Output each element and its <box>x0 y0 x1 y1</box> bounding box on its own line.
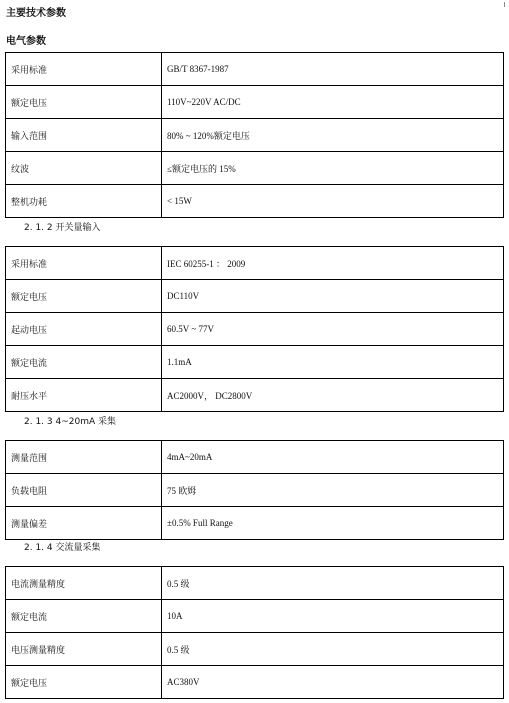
param-value: 110V~220V AC/DC <box>162 86 504 119</box>
table-row <box>6 474 504 507</box>
param-label: 负载电阻 <box>6 474 162 507</box>
section-title-electrical: 电气参数 <box>6 36 46 47</box>
subsection-title-switch-input: 2. 1. 2 开关量输入 <box>24 223 101 233</box>
params-table-electrical <box>5 52 504 218</box>
params-table-switch-input <box>5 246 504 412</box>
param-label: 额定电压 <box>6 86 162 119</box>
param-value: IEC 60255-1 ： 2009 <box>162 247 504 280</box>
param-label: 测量偏差 <box>6 507 162 540</box>
param-label: 电流测量精度 <box>6 567 162 600</box>
param-label: 输入范围 <box>6 119 162 152</box>
page-corner-mark <box>504 2 505 7</box>
param-value: 0.5 级 <box>162 567 504 600</box>
param-label: 起动电压 <box>6 313 162 346</box>
param-value: GB/T 8367-1987 <box>162 53 504 86</box>
subsection-title-4-20ma: 2. 1. 3 4~20mA 采集 <box>24 417 116 427</box>
param-value: 80% ~ 120%额定电压 <box>162 119 504 152</box>
param-label: 额定电流 <box>6 346 162 379</box>
table-row <box>6 185 504 218</box>
table-row <box>6 247 504 280</box>
param-value: AC380V <box>162 666 504 699</box>
table-row <box>6 567 504 600</box>
param-value: < 15W <box>162 185 504 218</box>
subsection-title-ac-sampling: 2. 1. 4 交流量采集 <box>24 543 101 553</box>
param-value: ±0.5% Full Range <box>162 507 504 540</box>
param-value: 4mA~20mA <box>162 441 504 474</box>
table-row <box>6 441 504 474</box>
table-row <box>6 666 504 699</box>
param-label: 采用标准 <box>6 247 162 280</box>
table-row <box>6 346 504 379</box>
param-label: 纹波 <box>6 152 162 185</box>
table-row <box>6 53 504 86</box>
table-row <box>6 86 504 119</box>
table-row <box>6 152 504 185</box>
main-title: 主要技术参数 <box>6 8 66 19</box>
param-value: 10A <box>162 600 504 633</box>
param-value: DC110V <box>162 280 504 313</box>
table-row <box>6 119 504 152</box>
param-value: 75 欧姆 <box>162 474 504 507</box>
param-value: 60.5V ~ 77V <box>162 313 504 346</box>
param-value: ≤额定电压的 15% <box>162 152 504 185</box>
param-value: 0.5 级 <box>162 633 504 666</box>
table-row <box>6 379 504 412</box>
param-label: 额定电压 <box>6 280 162 313</box>
params-table-ac-sampling <box>5 566 504 699</box>
param-label: 额定电压 <box>6 666 162 699</box>
table-row <box>6 313 504 346</box>
table-row <box>6 507 504 540</box>
table-row <box>6 600 504 633</box>
params-table-4-20ma <box>5 440 504 540</box>
param-value: AC2000V， DC2800V <box>162 379 504 412</box>
param-value: 1.1mA <box>162 346 504 379</box>
param-label: 电压测量精度 <box>6 633 162 666</box>
table-row <box>6 633 504 666</box>
param-label: 整机功耗 <box>6 185 162 218</box>
param-label: 测量范围 <box>6 441 162 474</box>
param-label: 采用标准 <box>6 53 162 86</box>
param-label: 额定电流 <box>6 600 162 633</box>
table-row <box>6 280 504 313</box>
param-label: 耐压水平 <box>6 379 162 412</box>
